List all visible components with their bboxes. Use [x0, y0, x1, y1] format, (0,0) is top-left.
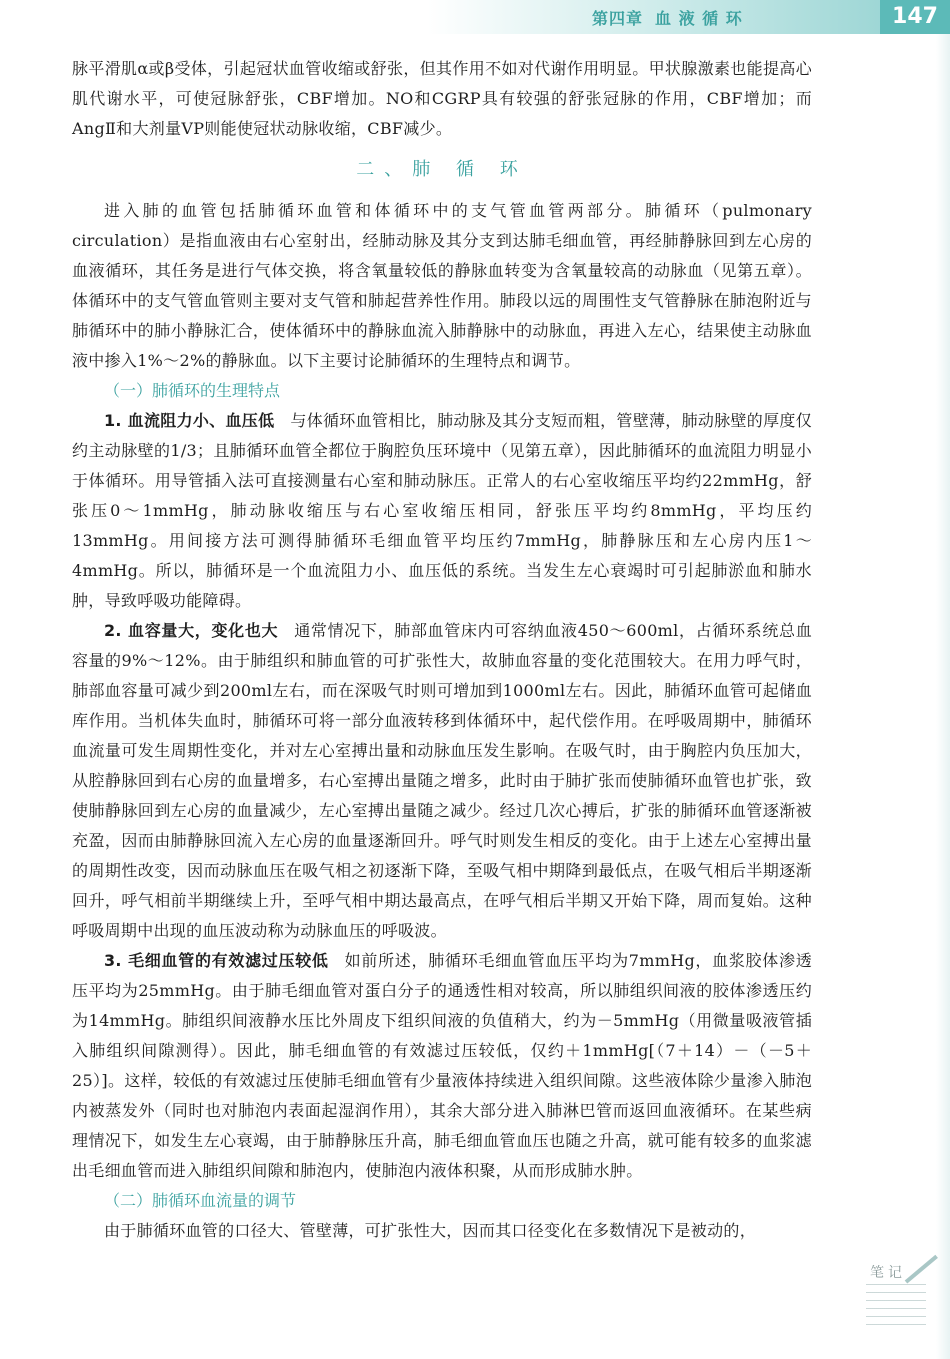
paragraph-last: 由于肺循环血管的口径大、管壁薄，可扩张性大，因而其口径变化在多数情况下是被动的，: [104, 1221, 757, 1240]
page-content: [72, 54, 812, 1246]
paragraph-continuation: 脉平滑肌α或β受体，引起冠状血管收缩或舒张，但其作用不如对代谢作用明显。甲状腺激素也能提高心肌代谢水平，可使冠脉舒张，CBF增加。NO和CGRP具有较强的舒张冠脉的作用，CBF增加；而AngⅡ和大剂量VP则能使冠状动脉收缩，CBF减少。: [72, 59, 812, 138]
chapter-title: 血 液 循 环: [655, 9, 743, 28]
item-3-title: 3. 毛细血管的有效滤过压较低: [104, 951, 329, 970]
item-1-text: 与体循环血管相比，肺动脉及其分支短而粗，管壁薄，肺动脉壁的厚度仅约主动脉壁的1/3；且肺循环血管全都位于胸腔负压环境中（见第五章），因此肺循环的血流阻力明显小于体循环。用导管插入法可直接测量右心室和肺动脉压。正常人的右心室收缩压平均约22mmHg，舒张压0～1mmHg，肺动脉收缩压与右心室收缩压相同，舒张压平均约8mmHg，平均压约13mmHg。用间接方法可测得肺循环毛细血管平均压约7mmHg，肺静脉压和左心房内压1～4mmHg。所以，肺循环是一个血流阻力小、血压低的系统。当发生左心衰竭时可引起肺淤血和肺水肿，导致呼吸功能障碍。: [72, 411, 812, 610]
item-2-text: 通常情况下，肺部血管床内可容纳血液450～600ml，占循环系统总血容量的9%～12%。由于肺组织和肺血管的可扩张性大，故肺血容量的变化范围较大。在用力呼气时，肺部血容量可减少到200ml左右，而在深吸气时则可增加到1000ml左右。因此，肺循环血管可起储血库作用。当机体失血时，肺循环可将一部分血液转移到体循环中，起代偿作用。在呼吸周期中，肺循环血流量可发生周期性变化，并对左心室搏出量和动脉血压发生影响。在吸气时，由于胸腔内负压加大，从腔静脉回到右心房的血量增多，右心室搏出量随之增多，此时由于肺扩张而使肺循环血管也扩张，致使肺静脉回到左心房的血量减少，左心室搏出量随之减少。经过几次心搏后，扩张的肺循环血管逐渐被充盈，因而由肺静脉回流入左心房的血量逐渐回升。呼气时则发生相反的变化。由于上述左心室搏出量的周期性改变，因而动脉血压在吸气相之初逐渐下降，至吸气相中期降到最低点，在吸气相后半期逐渐回升，呼气相前半期继续上升，至呼气相中期达最高点，在呼气相后半期又开始下降，周而复始。这种呼吸周期中出现的血压波动称为动脉血压的呼吸波。: [72, 621, 812, 940]
pen-icon: [905, 1255, 938, 1284]
chapter-heading: [592, 6, 743, 29]
section-title: 二、肺 循 环: [356, 159, 528, 180]
page-number: 147: [880, 0, 950, 34]
item-1-title: 1. 血流阻力小、血压低: [104, 411, 275, 430]
subsection-title-2: （二）肺循环血流量的调节: [104, 1191, 297, 1210]
paragraph-intro: 进入肺的血管包括肺循环血管和体循环中的支气管血管两部分。肺循环（pulmonary circulation）是指血液由右心室射出，经肺动脉及其分支到达肺毛细血管，再经肺静脉回到左心房的血液循环，其任务是进行气体交换，将含氧量较低的静脉血转变为含氧量较高的动脉血（见第五章）。体循环中的支气管血管则主要对支气管和肺起营养性作用。肺段以远的周围性支气管静脉在肺泡附近与肺循环中的肺小静脉汇合，使体循环中的静脉血流入肺静脉中的动脉血，再进入左心，结果使主动脉血液中掺入1%～2%的静脉血。以下主要讨论肺循环的生理特点和调节。: [72, 201, 812, 370]
paragraph-item-2: [72, 616, 812, 946]
item-2-title: 2. 血容量大，变化也大: [104, 621, 279, 640]
paragraph-item-1: [72, 406, 812, 616]
notes-label: 笔记: [870, 1265, 906, 1281]
page-edge-shadow: [936, 34, 950, 1359]
subsection-title-1: （一）肺循环的生理特点: [104, 381, 281, 400]
header-band: [0, 0, 950, 34]
page-header: [0, 0, 950, 34]
item-3-text: 如前所述，肺循环毛细血管血压平均为7mmHg，血浆胶体渗透压平均为25mmHg。由于肺毛细血管对蛋白分子的通透性相对较高，所以肺组织间液的胶体渗透压约为14mmHg。肺组织间液静水压比外周皮下组织间液的负值稍大，约为－5mmHg（用微量吸液管插入肺组织间隙测得）。因此，肺毛细血管的有效滤过压较低，仅约＋1mmHg[（7＋14）－（－5＋25）]。这样，较低的有效滤过压使肺毛细血管有少量液体持续进入组织间隙。这些液体除少量渗入肺泡内被蒸发外（同时也对肺泡内表面起湿润作用），其余大部分进入肺淋巴管而返回血液循环。在某些病理情况下，如发生左心衰竭，由于肺静脉压升高，肺毛细血管血压也随之升高，就可能有较多的血浆滤出毛细血管而进入肺组织间隙和肺泡内，使肺泡内液体积聚，从而形成肺水肿。: [72, 951, 812, 1180]
paragraph-item-3: [72, 946, 812, 1186]
notes-lines: [866, 1284, 926, 1332]
chapter-label: 第四章: [592, 9, 644, 28]
notes-margin: [846, 1262, 936, 1342]
